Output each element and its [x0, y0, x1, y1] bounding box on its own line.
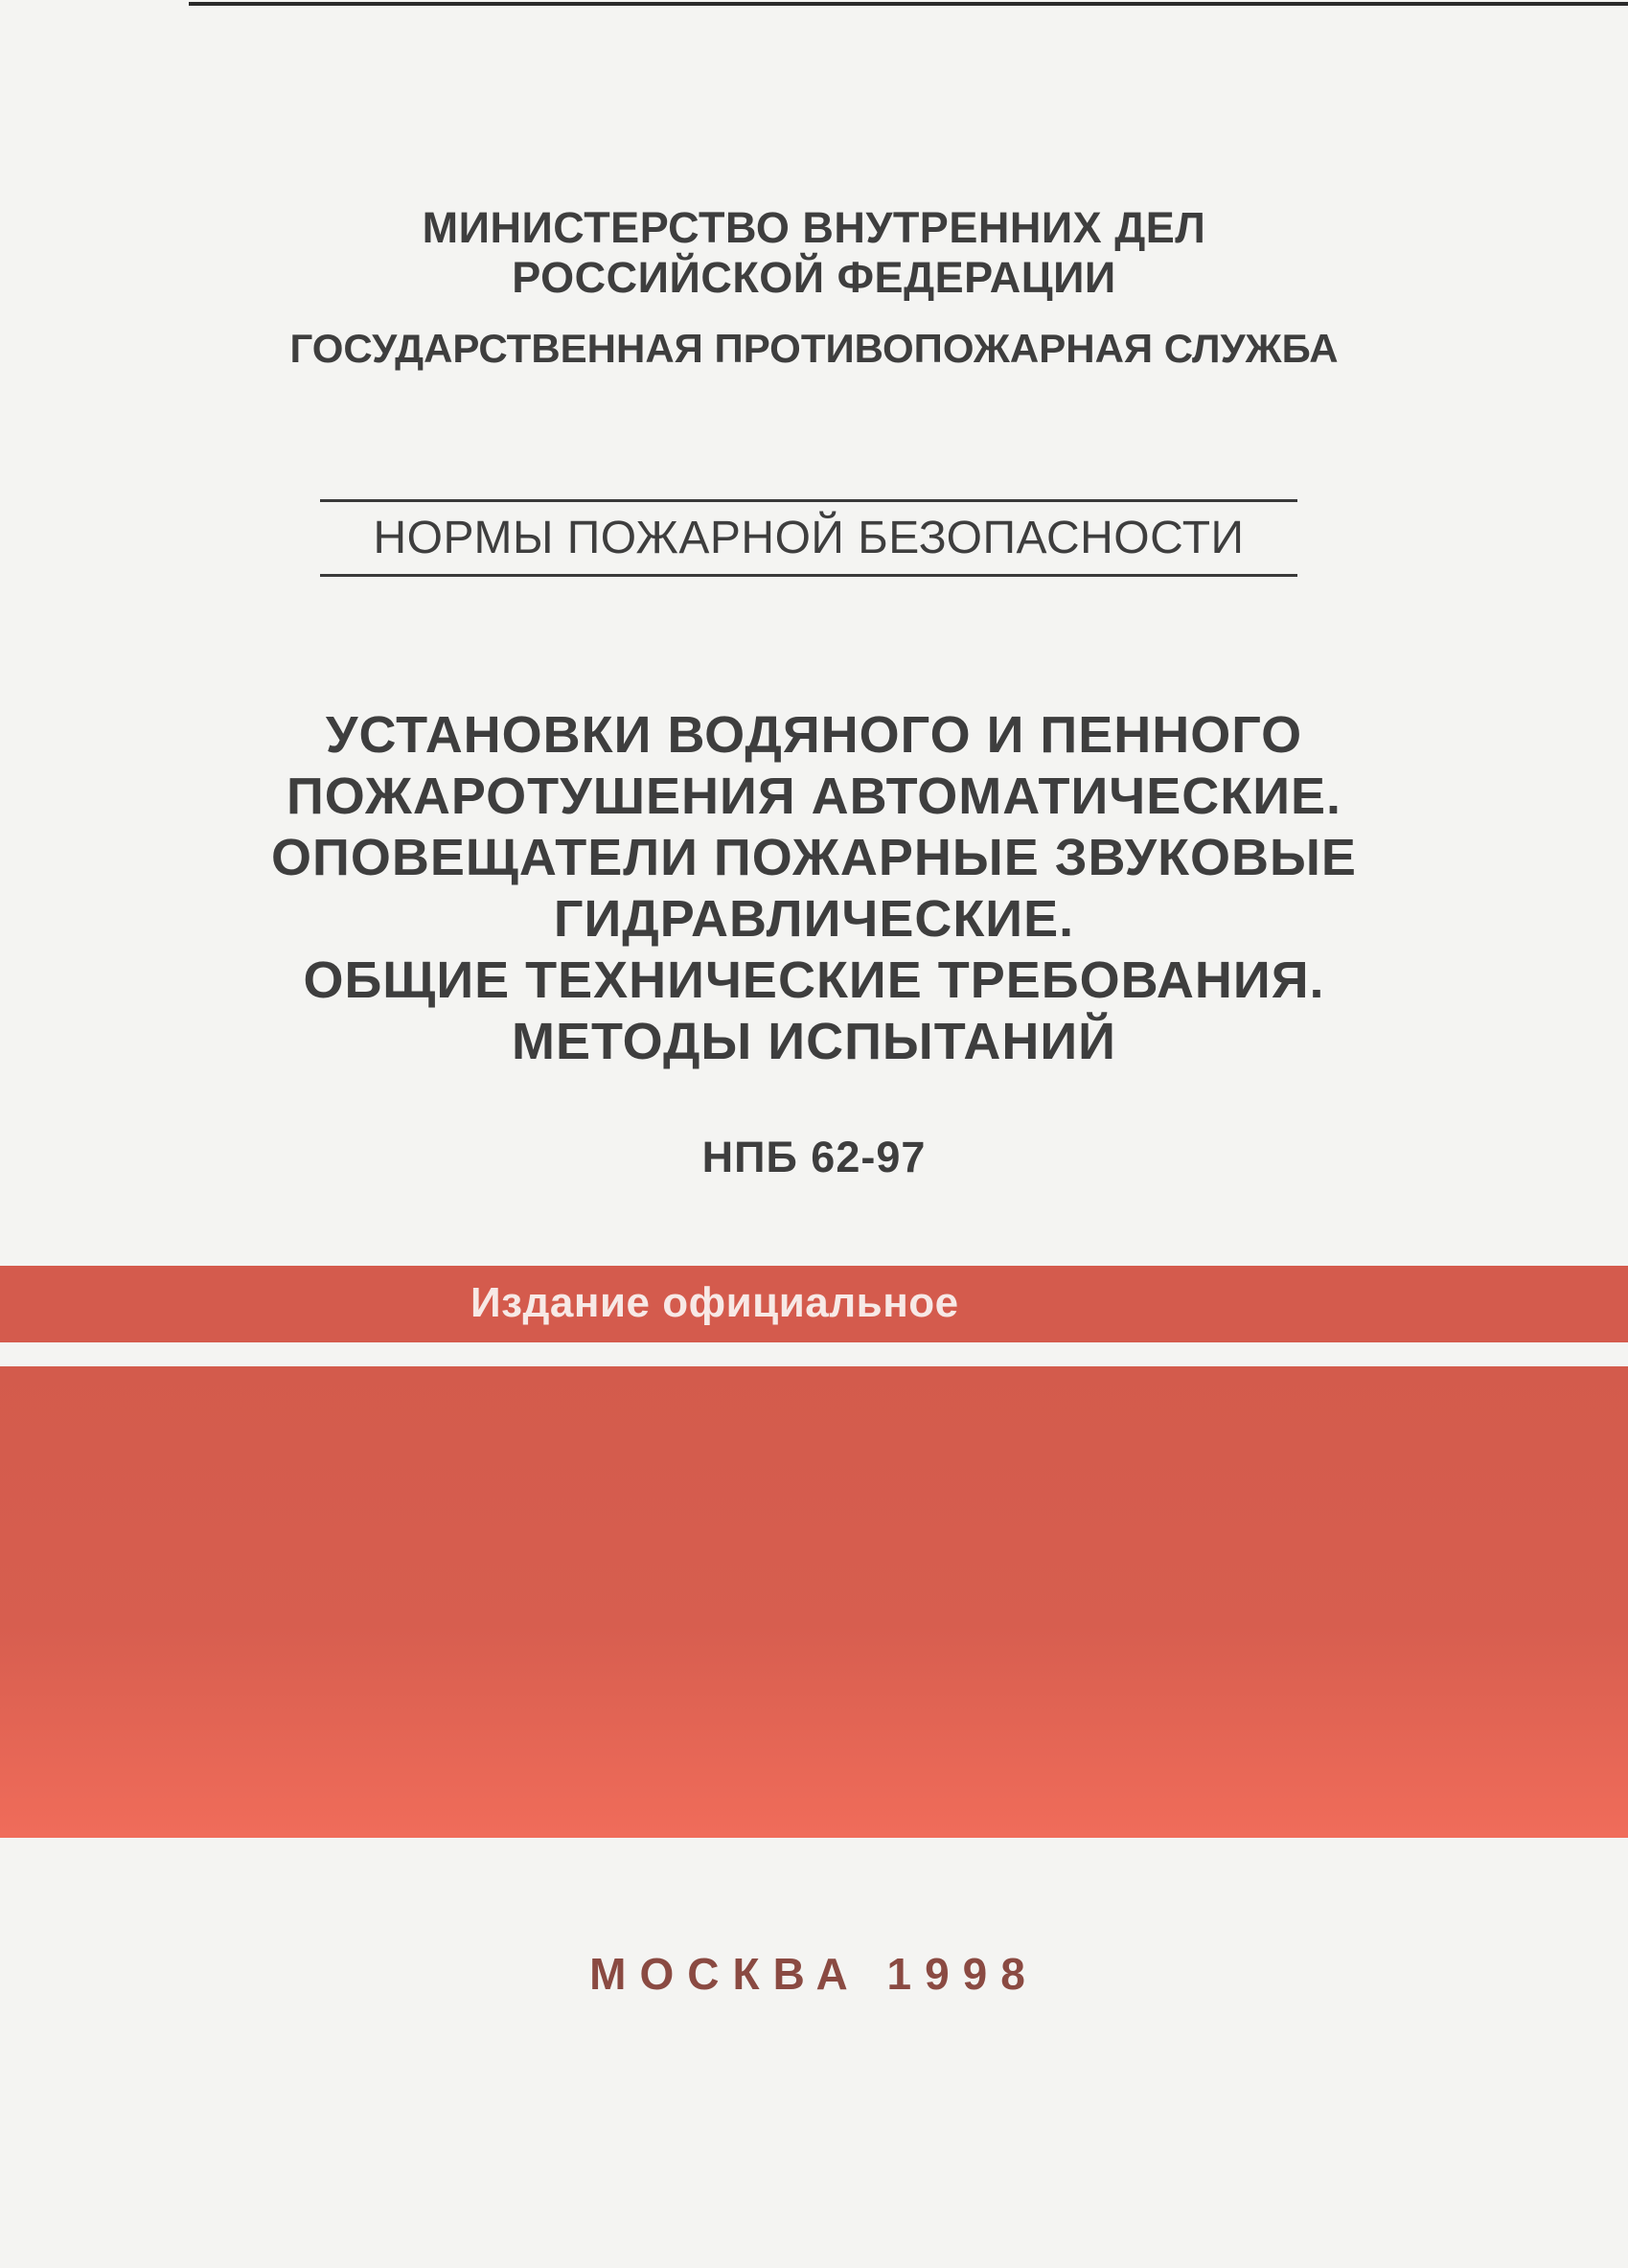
document-category: НОРМЫ ПОЖАРНОЙ БЕЗОПАСНОСТИ — [373, 513, 1245, 563]
top-border-line — [189, 2, 1628, 6]
category-top-rule — [320, 499, 1297, 502]
decorative-red-band — [0, 1366, 1628, 1838]
title-line: ОПОВЕЩАТЕЛИ ПОЖАРНЫЕ ЗВУКОВЫЕ — [271, 829, 1357, 886]
ministry-name-line-1: МИНИСТЕРСТВО ВНУТРЕННИХ ДЕЛ — [422, 203, 1206, 252]
title-line: МЕТОДЫ ИСПЫТАНИЙ — [512, 1013, 1116, 1070]
document-title — [0, 704, 1628, 1072]
title-line: УСТАНОВКИ ВОДЯНОГО И ПЕННОГО — [325, 706, 1303, 764]
title-line: ПОЖАРОТУШЕНИЯ АВТОМАТИЧЕСКИЕ. — [286, 767, 1342, 825]
document-code: НПБ 62-97 — [701, 1133, 927, 1181]
title-line: ОБЩИЕ ТЕХНИЧЕСКИЕ ТРЕБОВАНИЯ. — [303, 951, 1325, 1009]
edition-label: Издание официальное — [470, 1279, 959, 1326]
title-line: ГИДРАВЛИЧЕСКИЕ. — [553, 890, 1075, 948]
fire-service-name: ГОСУДАРСТВЕННАЯ ПРОТИВОПОЖАРНАЯ СЛУЖБА — [289, 326, 1339, 371]
category-bottom-rule — [320, 574, 1297, 577]
ministry-name-line-2: РОССИЙСКОЙ ФЕДЕРАЦИИ — [512, 253, 1116, 302]
publication-city-year: МОСКВА 1998 — [589, 1949, 1039, 1999]
